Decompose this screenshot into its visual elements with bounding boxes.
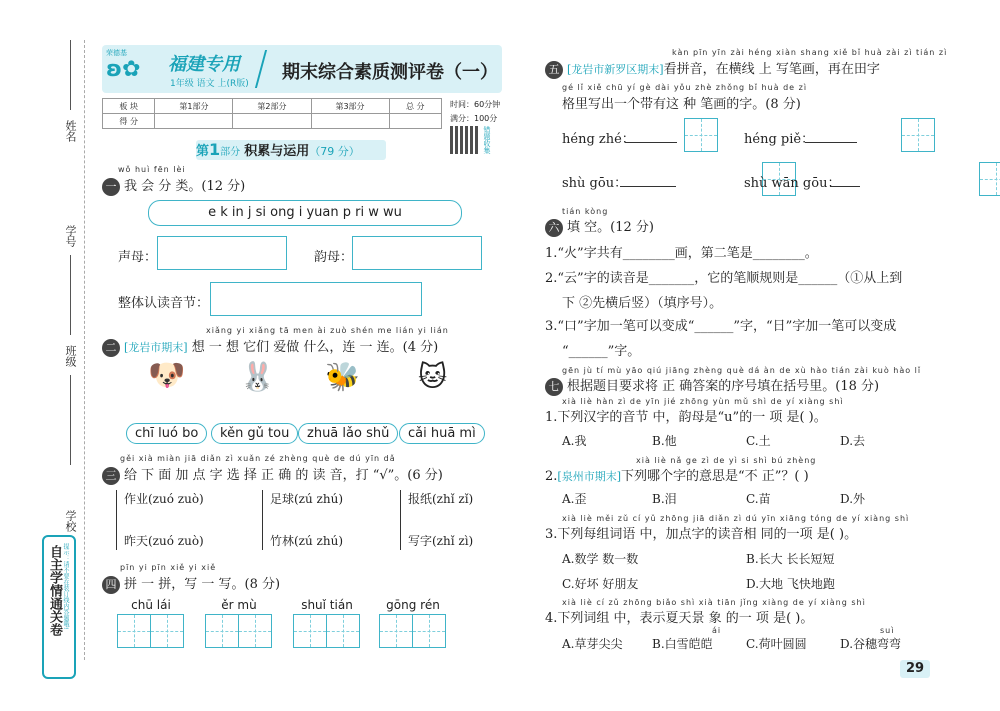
q2-heading (102, 336, 438, 357)
q4-word-3 (294, 598, 360, 648)
q3-group-2 (262, 490, 263, 550)
q1-yunmu-label: 韵母： (314, 250, 354, 265)
q3-item[interactable]: 报纸(zhǐ zǐ) (408, 492, 474, 506)
q2-bubble-kenggutou[interactable]: kěn gǔ tou (211, 423, 298, 444)
q7-option[interactable]: B.长大 长长短短 (746, 552, 835, 566)
side-banner (42, 535, 76, 679)
q7-option[interactable]: C.土 (746, 434, 771, 448)
part1-label: 部分 (220, 147, 241, 158)
q7-sub1: 1.下列汉字的音节 中，韵母是“u”的一 项 是( )。 (545, 410, 827, 425)
qr-caption: 错题收集 (483, 126, 491, 154)
zhengti-answer-box[interactable] (210, 282, 422, 316)
q5-item-label: héng piě： (744, 132, 815, 147)
q3-text: 给 下 面 加 点 字 选 择 正 确 的 读 音，打 “√”。(6 分) (124, 468, 443, 483)
q7-option[interactable]: D.谷穗弯弯 (840, 637, 902, 651)
q7-sub2: 下列哪个字的意思是“不 正”？( ) (621, 469, 809, 484)
q1-zhengti-label: 整体认读音节： (118, 296, 210, 311)
score-col-header: 总 分 (389, 99, 441, 114)
q3-heading (102, 464, 443, 485)
header-subtag: 1年级 语文 上(R版) (170, 79, 249, 89)
q7-option[interactable]: A.数学 数一数 (562, 552, 639, 566)
tianzige-cell[interactable] (326, 614, 360, 648)
q7-option[interactable]: B.他 (652, 434, 677, 448)
q6-line-5: “______”字。 (562, 344, 641, 359)
q7-sub1-pinyin: xià liè hàn zì de yīn jié zhōng yùn mǔ shì de yí xiàng shì (562, 397, 844, 406)
rabbit-image-icon[interactable]: 🐰 (240, 360, 275, 393)
q7-sub4-pinyin: xià liè cí zǔ zhōng biǎo shì xià tiān jǐng xiàng de yí xiàng shì (562, 598, 866, 607)
q7-sub4-annotation: ái (712, 626, 722, 635)
q7-option[interactable]: C.好坏 好朋友 (562, 577, 639, 591)
q7-option[interactable]: A.歪 (562, 492, 587, 506)
part1-score: （79 分） (309, 145, 360, 158)
q7-heading (545, 375, 879, 396)
q4-tianzige (294, 614, 360, 648)
q1-shengmu-label: 声母： (118, 250, 158, 265)
score-col-header: 板 块 (103, 99, 155, 114)
header-tag: 福建专用 (168, 54, 240, 75)
q4-tianzige (206, 614, 272, 648)
q5-answer-line[interactable] (620, 186, 676, 187)
q7-sub3: 3.下列每组词语 中，加点字的读音相 同的一项 是( )。 (545, 527, 858, 542)
q5-pinyin-2: gé lǐ xiě chū yí gè dài yǒu zhè zhǒng bǐ huà de zì (562, 83, 808, 92)
side-id-label: 学号 (64, 225, 77, 247)
q2-pinyin: xiǎng yi xiǎng tā men ài zuò shén me lián yi lián (206, 326, 449, 335)
q5-tianzige[interactable] (684, 118, 718, 152)
score-cell[interactable] (311, 114, 389, 129)
score-cell[interactable] (233, 114, 311, 129)
side-class-label: 班级 (64, 345, 77, 367)
q7-pinyin: gēn jù tí mù yāo qiú jiāng zhèng què dá àn de xù hào tián zài kuò hào lǐ (562, 366, 922, 375)
tianzige-cell[interactable] (117, 614, 151, 648)
yunmu-answer-box[interactable] (352, 236, 482, 270)
q2-bubble-zhualaoshu[interactable]: zhuā lǎo shǔ (298, 423, 398, 444)
q4-word-1 (118, 598, 184, 648)
score-col-header: 第1部分 (155, 99, 233, 114)
bee-image-icon[interactable]: 🐝 (325, 360, 360, 393)
q7-option[interactable]: A.草芽尖尖 (562, 637, 623, 651)
binding-line (84, 40, 85, 660)
q2-bubble-caihuami[interactable]: cǎi huā mì (399, 423, 485, 444)
q3-num: 三 (102, 467, 120, 485)
q2-bubble-chiluobo[interactable]: chī luó bo (126, 423, 207, 444)
q7-option[interactable]: D.外 (840, 492, 866, 506)
q7-option[interactable]: B.泪 (652, 492, 677, 506)
score-cell[interactable] (155, 114, 233, 129)
score-col-header: 第2部分 (233, 99, 311, 114)
q7-option[interactable]: A.我 (562, 434, 587, 448)
q6-line-1: 1.“火”字共有________画，第二笔是________。 (545, 246, 818, 261)
q3-item[interactable]: 写字(zhǐ zì) (408, 534, 474, 548)
q1-letters-box: e k in j si ong i yuan p ri w wu (148, 200, 462, 226)
q5-pinyin-1: kàn pīn yīn zài héng xiàn shang xiě bǐ huà zài zì tián zì (672, 48, 948, 57)
logo-mark-icon: ʚ✿ (106, 57, 141, 82)
logo (106, 48, 154, 92)
q7-option[interactable]: D.大地 飞快地跑 (746, 577, 835, 591)
q5-item-label: héng zhé： (562, 132, 635, 147)
q5-answer-line[interactable] (805, 142, 857, 143)
q7-sub4: 4.下列词组 中，表示夏天景 象 的一 项 是( )。 (545, 611, 814, 626)
q3-item[interactable]: 足球(zú zhú) (270, 492, 344, 506)
q7-option[interactable]: D.去 (840, 434, 866, 448)
tianzige-cell[interactable] (238, 614, 272, 648)
time-limit: 时间：60分钟 (450, 100, 501, 109)
q4-tianzige (380, 614, 446, 648)
side-school-label: 学校 (64, 510, 77, 532)
q4-word-4 (380, 598, 446, 648)
q7-option[interactable]: B.白雪皑皑 (652, 637, 713, 651)
q3-item[interactable]: 昨天(zuó zuò) (124, 534, 204, 548)
score-col-header: 第3部分 (311, 99, 389, 114)
q4-word-2 (206, 598, 272, 648)
side-banner-title: 自主学情通关卷 (47, 545, 62, 636)
q2-source: [龙岩市期末] (124, 341, 188, 354)
part1-badge: 第 (196, 144, 210, 159)
part1-title: 积累与运用 (244, 144, 310, 159)
side-banner-note: 提示：请不要在装订线内答题哦! (62, 543, 69, 630)
score-cell[interactable] (389, 114, 441, 129)
q7-sub4-annotation: suì (880, 626, 895, 635)
q4-tianzige (118, 614, 184, 648)
q1-pinyin: wǒ huì fēn lèi (118, 165, 186, 174)
q1-heading (102, 175, 245, 196)
puppy-image-icon[interactable]: 🐶 (148, 358, 186, 393)
tianzige-cell[interactable] (293, 614, 327, 648)
tianzige-cell[interactable] (205, 614, 239, 648)
q6-line-3: 下 ②先横后竖）（填序号）。 (562, 296, 723, 311)
page-number: 29 (900, 660, 930, 678)
q4-word-pinyin: gōng rén (386, 598, 440, 612)
score-row-label: 得 分 (103, 114, 155, 129)
page-title: 期末综合素质测评卷（一） (282, 62, 498, 83)
score-table-row (103, 114, 442, 129)
q6-line-4: 3.“口”字加一笔可以变成“______”字，“日”字加一笔可以变成 (545, 319, 897, 334)
q7-option[interactable]: C.苗 (746, 492, 771, 506)
side-class-line (70, 375, 71, 465)
part1-header (196, 140, 386, 160)
q4-num: 四 (102, 576, 120, 594)
q3-group-3 (400, 490, 401, 550)
side-name-label: 姓名 (64, 120, 77, 142)
q7-sub2-line: 2.[泉州市期末]下列哪个字的意思是“不 正”？( ) (545, 469, 809, 484)
q5-item-label: shù wān gōu： (744, 176, 841, 191)
q2-text: 想 一 想 它们 爱做 什么，连 一 连。(4 分) (191, 340, 439, 355)
q7-sub2-pinyin: xià liè nǎ ge zì de yì si shì bú zhèng (636, 456, 817, 465)
q6-text: 填 空。(12 分) (567, 220, 654, 235)
q2-num: 二 (102, 339, 120, 357)
q4-heading (102, 573, 280, 594)
q5-answer-line[interactable] (830, 186, 860, 187)
q3-item[interactable]: 竹林(zú zhú) (270, 534, 344, 548)
q3-group-1 (116, 490, 117, 550)
logo-text: 荣德基 (106, 49, 127, 57)
q6-num: 六 (545, 219, 563, 237)
q5-num: 五 (545, 61, 563, 79)
q1-text: 我 会 分 类。(12 分) (124, 179, 246, 194)
q5-text-2: 格里写出一个带有这 种 笔画的字。(8 分) (562, 97, 801, 112)
q5-source: [龙岩市新罗区期末] (567, 63, 664, 76)
q4-word-pinyin: shuǐ tián (301, 598, 353, 612)
q7-option[interactable]: C.荷叶圆圆 (746, 637, 807, 651)
cat-image-icon[interactable]: 🐱 (418, 360, 448, 393)
q4-word-pinyin: ěr mù (221, 598, 257, 612)
tianzige-cell[interactable] (150, 614, 184, 648)
q5-text-1: 看拼音，在横线 上 写笔画，再在田字 (663, 62, 880, 77)
score-table (102, 98, 442, 129)
q7-num: 七 (545, 378, 563, 396)
qr-code-icon (450, 126, 478, 154)
tianzige-cell[interactable] (412, 614, 446, 648)
q5-tianzige[interactable] (979, 162, 1000, 196)
q7-sub2-source: [泉州市期末] (557, 470, 621, 483)
q3-item[interactable]: 作业(zuó zuò) (124, 492, 204, 506)
q5-answer-line[interactable] (625, 142, 677, 143)
q4-word-pinyin: chū lái (131, 598, 171, 612)
full-score: 满分：100分 (450, 114, 498, 123)
q1-num: 一 (102, 178, 120, 196)
q6-heading (545, 216, 654, 237)
part1-num: 1 (209, 140, 221, 159)
q7-text: 根据题目要求将 正 确答案的序号填在括号里。(18 分) (567, 379, 880, 394)
side-id-line (70, 255, 71, 335)
q5-item-label: shù gōu： (562, 176, 628, 191)
side-name-line (70, 40, 71, 110)
q5-tianzige[interactable] (901, 118, 935, 152)
shengmu-answer-box[interactable] (157, 236, 287, 270)
q5-heading (545, 58, 880, 79)
q3-pinyin: gěi xià miàn jiā diǎn zì xuǎn zé zhèng què de dú yīn dǎ (120, 454, 396, 463)
q6-line-2: 2.“云”字的读音是_______，它的笔顺规则是______（①从上到 (545, 271, 903, 286)
q6-pinyin: tián kòng (562, 207, 609, 216)
score-table-header (103, 99, 442, 114)
q4-pinyin: pīn yi pīn xiě yi xiě (120, 563, 217, 572)
q7-sub3-pinyin: xià liè měi zǔ cí yǔ zhōng jiā diǎn zì dú yīn xiāng tóng de yí xiàng shì (562, 514, 910, 523)
q4-text: 拼 一 拼，写 一 写。(8 分) (124, 577, 281, 592)
tianzige-cell[interactable] (379, 614, 413, 648)
